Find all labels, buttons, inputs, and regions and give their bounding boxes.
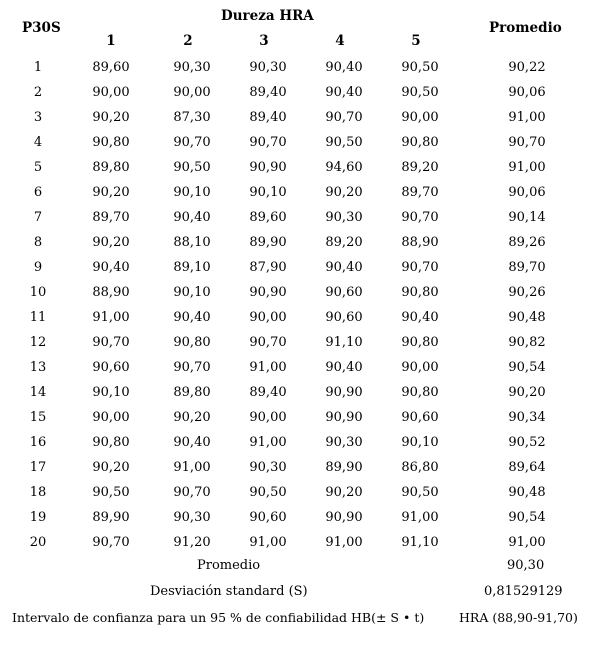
row-id: 2	[33, 85, 43, 100]
hardness-cell: 90,70	[173, 135, 211, 150]
hardness-cell: 90,80	[401, 335, 439, 350]
hardness-cell: 90,90	[325, 510, 363, 525]
row-id: 12	[29, 335, 47, 350]
hardness-cell: 90,40	[173, 435, 211, 450]
hardness-cell: 91,00	[249, 535, 287, 550]
hardness-cell: 89,80	[92, 160, 130, 175]
hardness-cell: 91,00	[249, 435, 287, 450]
row-id: 17	[29, 460, 47, 475]
hardness-cell: 90,20	[325, 485, 363, 500]
hardness-cell: 90,50	[325, 135, 363, 150]
hardness-cell: 89,80	[173, 385, 211, 400]
column-header-4: 4	[335, 33, 345, 49]
hardness-cell: 87,90	[249, 260, 287, 275]
hardness-cell: 89,90	[325, 460, 363, 475]
row-average: 90,48	[508, 485, 546, 500]
row-average: 90,06	[508, 185, 546, 200]
hardness-cell: 90,70	[401, 260, 439, 275]
hardness-cell: 90,90	[325, 385, 363, 400]
hardness-cell: 89,60	[92, 60, 130, 75]
hardness-cell: 90,30	[249, 60, 287, 75]
sample-header: P30S	[22, 20, 61, 36]
hardness-cell: 88,10	[173, 235, 211, 250]
hardness-cell: 90,50	[92, 485, 130, 500]
hardness-cell: 91,00	[173, 460, 211, 475]
table-row	[8, 505, 596, 530]
hardness-cell: 91,10	[325, 335, 363, 350]
hardness-cell: 90,90	[249, 160, 287, 175]
hardness-cell: 89,90	[249, 235, 287, 250]
hardness-cell: 90,90	[325, 410, 363, 425]
row-average: 90,14	[508, 210, 546, 225]
column-header-2: 2	[183, 33, 193, 49]
hardness-cell: 90,50	[401, 60, 439, 75]
hardness-cell: 90,10	[92, 385, 130, 400]
hardness-cell: 90,30	[325, 210, 363, 225]
hardness-cell: 90,60	[401, 410, 439, 425]
row-average: 90,70	[508, 135, 546, 150]
table-row	[8, 55, 596, 80]
table-row	[8, 355, 596, 380]
hardness-cell: 89,20	[401, 160, 439, 175]
table-row	[8, 480, 596, 505]
hardness-cell: 90,40	[325, 60, 363, 75]
row-average: 90,82	[508, 335, 546, 350]
hardness-cell: 91,00	[249, 360, 287, 375]
hardness-cell: 91,00	[401, 510, 439, 525]
row-id: 6	[33, 185, 43, 200]
hardness-cell: 89,90	[92, 510, 130, 525]
row-id: 3	[33, 110, 43, 125]
hardness-cell: 91,00	[92, 310, 130, 325]
confidence-interval-value: HRA (88,90-91,70)	[459, 610, 578, 625]
hardness-table	[8, 55, 596, 555]
hardness-cell: 88,90	[401, 235, 439, 250]
row-average: 90,48	[508, 310, 546, 325]
hardness-cell: 89,40	[249, 85, 287, 100]
row-id: 13	[29, 360, 47, 375]
column-header-5: 5	[411, 33, 421, 49]
hardness-cell: 90,00	[249, 410, 287, 425]
row-id: 10	[29, 285, 47, 300]
hardness-cell: 90,30	[173, 510, 211, 525]
hardness-cell: 90,60	[249, 510, 287, 525]
hardness-cell: 90,40	[325, 260, 363, 275]
hardness-cell: 90,40	[92, 260, 130, 275]
row-id: 20	[29, 535, 47, 550]
hardness-cell: 89,60	[249, 210, 287, 225]
hardness-cell: 90,10	[401, 435, 439, 450]
summary-average-label: Promedio	[197, 558, 261, 573]
hardness-cell: 87,30	[173, 110, 211, 125]
hardness-cell: 90,40	[401, 310, 439, 325]
hardness-cell: 90,10	[173, 185, 211, 200]
summary-average-value: 90,30	[507, 558, 545, 573]
table-row	[8, 180, 596, 205]
table-row	[8, 430, 596, 455]
row-average: 90,34	[508, 410, 546, 425]
hardness-cell: 90,00	[92, 410, 130, 425]
table-row	[8, 405, 596, 430]
hardness-cell: 90,50	[249, 485, 287, 500]
hardness-cell: 94,60	[325, 160, 363, 175]
hardness-cell: 90,60	[325, 285, 363, 300]
hardness-cell: 90,70	[249, 335, 287, 350]
row-id: 14	[29, 385, 47, 400]
hardness-cell: 90,70	[92, 535, 130, 550]
row-average: 90,20	[508, 385, 546, 400]
row-id: 11	[29, 310, 47, 325]
hardness-cell: 90,70	[401, 210, 439, 225]
hardness-cell: 90,70	[249, 135, 287, 150]
confidence-interval-label: Intervalo de confianza para un 95 % de confiabilidad HB(± S • t)	[12, 610, 425, 625]
hardness-cell: 90,60	[92, 360, 130, 375]
row-id: 9	[33, 260, 43, 275]
hardness-cell: 90,50	[401, 485, 439, 500]
hardness-cell: 90,70	[325, 110, 363, 125]
row-id: 15	[29, 410, 47, 425]
hardness-cell: 90,20	[92, 185, 130, 200]
row-id: 5	[33, 160, 43, 175]
hardness-cell: 90,30	[249, 460, 287, 475]
hardness-cell: 89,10	[173, 260, 211, 275]
hardness-cell: 90,10	[249, 185, 287, 200]
table-row	[8, 205, 596, 230]
hardness-cell: 90,80	[401, 135, 439, 150]
hardness-cell: 89,70	[92, 210, 130, 225]
hardness-cell: 90,30	[173, 60, 211, 75]
hardness-cell: 90,20	[92, 110, 130, 125]
row-average: 91,00	[508, 110, 546, 125]
table-row	[8, 380, 596, 405]
hardness-cell: 90,20	[173, 410, 211, 425]
hardness-cell: 90,40	[173, 210, 211, 225]
hardness-cell: 91,10	[401, 535, 439, 550]
table-body	[8, 55, 596, 555]
hardness-cell: 90,50	[173, 160, 211, 175]
hardness-cell: 90,80	[92, 435, 130, 450]
table-row	[8, 230, 596, 255]
hardness-cell: 90,00	[401, 360, 439, 375]
row-average: 90,22	[508, 60, 546, 75]
stddev-label: Desviación standard (S)	[150, 584, 308, 599]
hardness-cell: 90,90	[249, 285, 287, 300]
hardness-cell: 91,20	[173, 535, 211, 550]
table-row	[8, 455, 596, 480]
table-row	[8, 530, 596, 555]
hardness-cell: 90,10	[173, 285, 211, 300]
row-average: 89,26	[508, 235, 546, 250]
hardness-cell: 90,60	[325, 310, 363, 325]
row-average: 91,00	[508, 535, 546, 550]
hardness-cell: 90,40	[325, 85, 363, 100]
hardness-cell: 90,30	[325, 435, 363, 450]
hardness-cell: 89,40	[249, 385, 287, 400]
row-id: 4	[33, 135, 43, 150]
hardness-cell: 90,70	[173, 360, 211, 375]
hardness-cell: 90,70	[173, 485, 211, 500]
table-row	[8, 280, 596, 305]
table-row	[8, 255, 596, 280]
row-id: 16	[29, 435, 47, 450]
hardness-cell: 89,70	[401, 185, 439, 200]
column-header-3: 3	[259, 33, 269, 49]
hardness-cell: 90,00	[401, 110, 439, 125]
table-row	[8, 130, 596, 155]
average-header: Promedio	[489, 20, 562, 36]
hardness-cell: 90,80	[401, 385, 439, 400]
hardness-cell: 90,00	[249, 310, 287, 325]
hardness-cell: 89,20	[325, 235, 363, 250]
hardness-cell: 90,40	[325, 360, 363, 375]
row-id: 18	[29, 485, 47, 500]
stddev-value: 0,81529129	[484, 584, 563, 599]
hardness-cell: 91,00	[325, 535, 363, 550]
row-id: 8	[33, 235, 43, 250]
hardness-cell: 86,80	[401, 460, 439, 475]
column-header-1: 1	[106, 33, 116, 49]
table-row	[8, 330, 596, 355]
hardness-cell: 90,20	[92, 460, 130, 475]
row-average: 90,52	[508, 435, 546, 450]
row-average: 90,54	[508, 360, 546, 375]
table-row	[8, 105, 596, 130]
hardness-cell: 90,70	[92, 335, 130, 350]
table-row	[8, 80, 596, 105]
hardness-cell: 90,20	[325, 185, 363, 200]
row-id: 7	[33, 210, 43, 225]
hardness-cell: 90,40	[173, 310, 211, 325]
row-average: 89,70	[508, 260, 546, 275]
table-row	[8, 155, 596, 180]
row-average: 90,06	[508, 85, 546, 100]
row-average: 90,26	[508, 285, 546, 300]
hardness-cell: 89,40	[249, 110, 287, 125]
hardness-cell: 90,00	[92, 85, 130, 100]
row-average: 89,64	[508, 460, 546, 475]
hardness-cell: 90,00	[173, 85, 211, 100]
hardness-group-header: Dureza HRA	[221, 8, 314, 24]
table-row	[8, 305, 596, 330]
hardness-cell: 90,50	[401, 85, 439, 100]
hardness-cell: 90,20	[92, 235, 130, 250]
row-average: 90,54	[508, 510, 546, 525]
row-average: 91,00	[508, 160, 546, 175]
hardness-cell: 90,80	[401, 285, 439, 300]
hardness-cell: 88,90	[92, 285, 130, 300]
row-id: 1	[33, 60, 43, 75]
hardness-cell: 90,80	[173, 335, 211, 350]
row-id: 19	[29, 510, 47, 525]
hardness-cell: 90,80	[92, 135, 130, 150]
